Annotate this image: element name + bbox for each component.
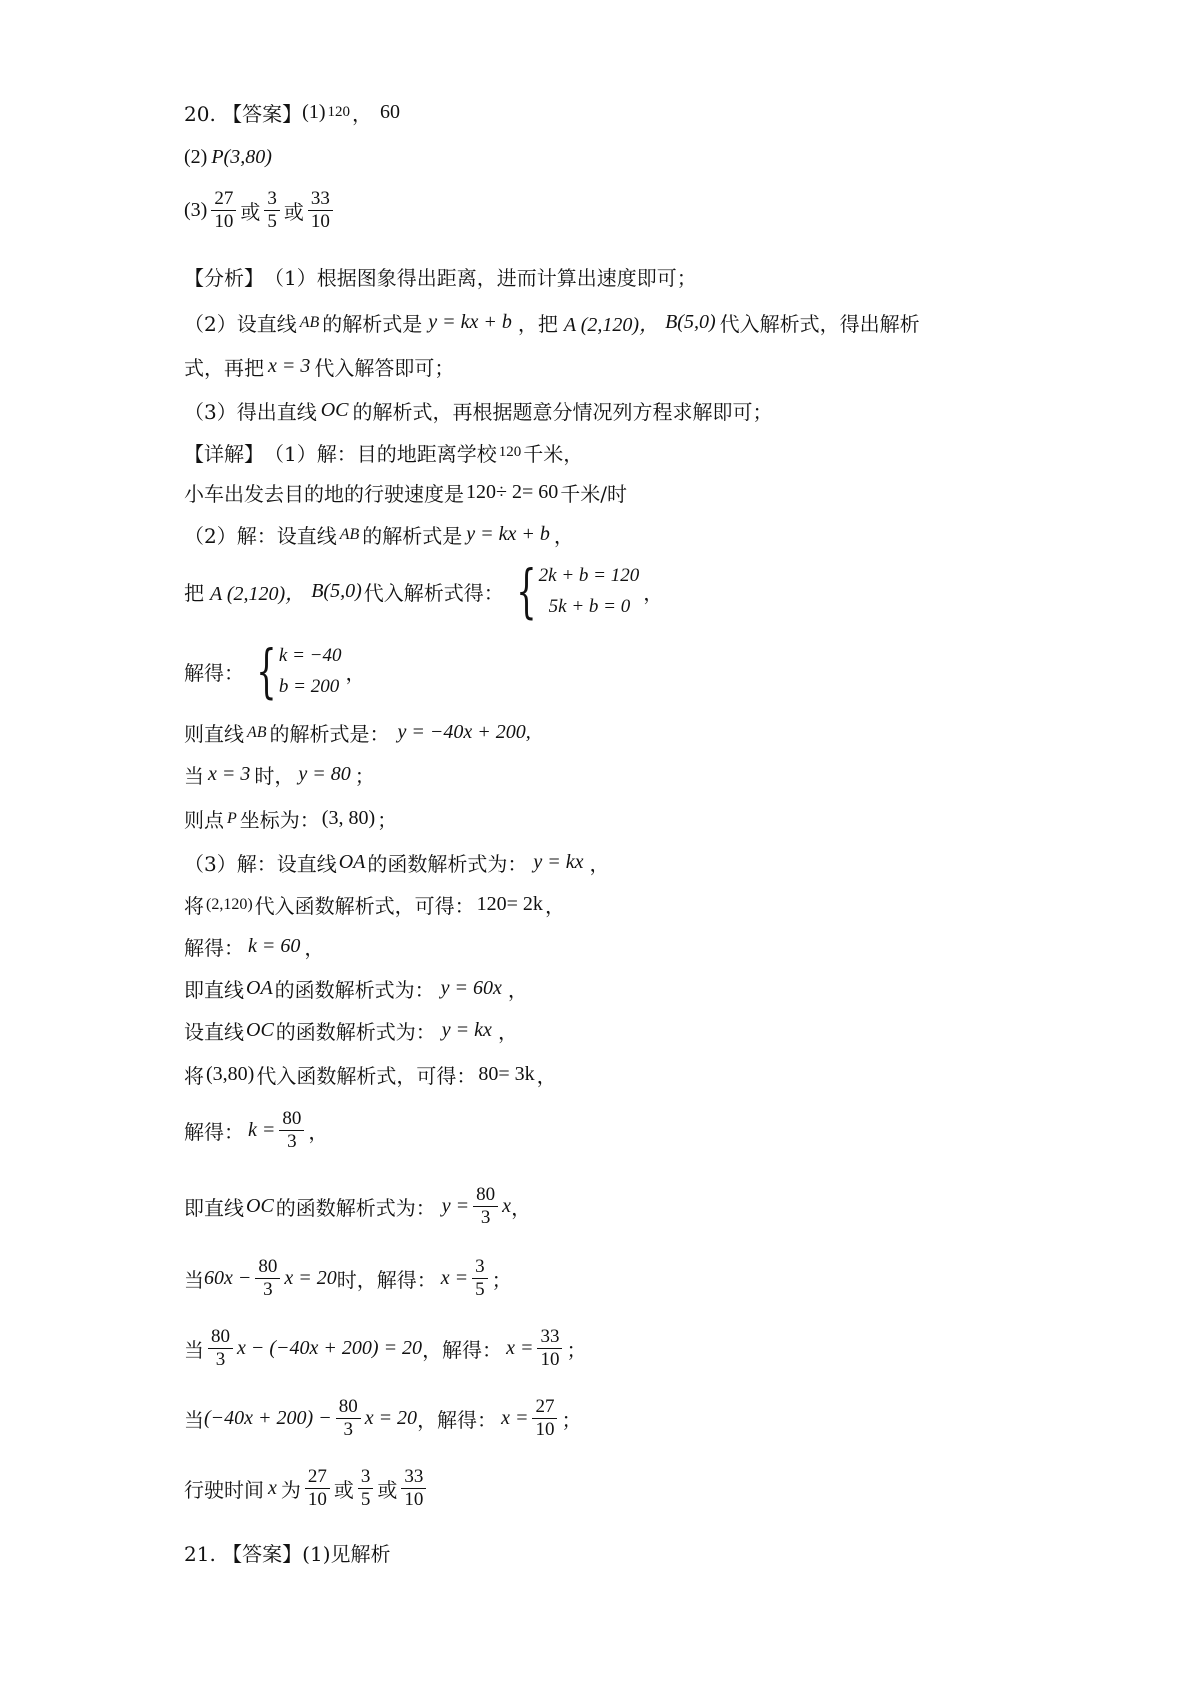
q20-detail-7: 当 x = 3 时， y = 80 ；: [184, 763, 375, 788]
q20-detail-12: 即直线 OA 的函数解析式为： y = 60x ，: [184, 977, 528, 1002]
fraction: $\frac{27}{10}$: [211, 188, 236, 233]
q20-part1-label: (1): [302, 101, 326, 123]
q20-part1-speed: 60: [380, 101, 400, 123]
fraction: $\frac{3}{5}$: [472, 1256, 488, 1301]
fraction: $\frac{33}{10}$: [537, 1326, 562, 1371]
fraction: $\frac{3}{5}$: [264, 188, 280, 233]
q20-detail-9: （3）解：设直线 OA 的函数解析式为： y = kx ，: [184, 851, 610, 876]
q20-detail-1: 【详解】 （1）解：目的地距离学校 120 千米，: [184, 438, 583, 467]
q20-detail-17: 当 60x − $\frac{80}{3}$ x = 20 时，解得： x = $\frac{3}{5}$ ；: [184, 1256, 512, 1300]
q20-detail-11: 解得： k = 60 ，: [184, 935, 325, 960]
q20-detail-19: 当 (−40x + 200) − $\frac{80}{3}$ x = 20 ，解得： x = $\frac{27}{10}$ ；: [184, 1396, 582, 1440]
q20-detail-6: 则直线 AB 的解析式是： y = −40x + 200,: [184, 721, 531, 746]
q21-part1: (1)见解析: [302, 1542, 391, 1566]
q20-detail-5: 解得： { k = −40 b = 200 ，: [184, 637, 366, 705]
fraction: $\frac{80}{3}$: [208, 1326, 233, 1371]
fraction: $\frac{80}{3}$: [255, 1256, 280, 1301]
fraction: $\frac{80}{3}$: [279, 1108, 304, 1153]
q20-detail-20: 行驶时间 x 为 $\frac{27}{10}$ 或 $\frac{3}{5}$ 或 $\frac{33}{10}$: [184, 1466, 430, 1511]
analysis-text: （1）根据图象得出距离，进而计算出速度即可；: [264, 266, 697, 290]
detail-head: 【详解】: [184, 442, 264, 466]
fraction: $\frac{27}{10}$: [305, 1466, 330, 1511]
q20-part2-point: P(3,80): [211, 146, 272, 168]
fraction: $\frac{80}{3}$: [336, 1396, 361, 1441]
q20-detail-18: 当 $\frac{80}{3}$ x − (−40x + 200) = 20 ，解得： x = $\frac{33}{10}$ ；: [184, 1326, 587, 1370]
q20-detail-3: （2）解：设直线 AB 的解析式是 y = kx + b ，: [184, 523, 574, 548]
or-word: 或: [240, 200, 261, 224]
fraction: $\frac{33}{10}$: [401, 1466, 426, 1511]
q20-analysis-2: （2）设直线 AB 的解析式是 y = kx + b ，把 A (2,120)， B(5,0) 代入解析式，得出解析: [184, 311, 920, 336]
q20-detail-10: 将 (2,120) 代入函数解析式，可得： 120= 2k ，: [184, 893, 565, 918]
q20-part2-label: (2): [184, 146, 208, 168]
fraction: $\frac{3}{5}$: [358, 1466, 374, 1511]
q21-answer-line: [184, 1538, 391, 1567]
q20-detail-14: 将 (3,80) 代入函数解析式，可得： 80= 3k ，: [184, 1063, 557, 1088]
q20-detail-8: 则点 P 坐标为： (3, 80) ；: [184, 807, 398, 832]
fraction: $\frac{80}{3}$: [473, 1184, 498, 1229]
fraction: $\frac{33}{10}$: [308, 188, 333, 233]
q20-analysis-2-cont: 式，再把 x = 3 代入解答即可；: [184, 355, 455, 380]
q20-part1-distance: 120: [327, 104, 350, 120]
fraction: $\frac{27}{10}$: [532, 1396, 557, 1441]
q20-detail-13: 设直线 OC 的函数解析式为： y = kx ，: [184, 1019, 518, 1044]
equation-system: { 2k + b = 120 5k + b = 0: [516, 557, 640, 625]
analysis-head: 【分析】: [184, 266, 264, 290]
q20-detail-16: 即直线 OC 的函数解析式为： y = $\frac{80}{3}$ x ，: [184, 1184, 532, 1228]
q20-answer-head: 20. 【答案】: [184, 102, 303, 126]
or-word: 或: [283, 200, 304, 224]
q20-analysis-3: （3）得出直线 OC 的解析式，再根据题意分情况列方程求解即可；: [184, 399, 773, 424]
q21-answer-head: 21. 【答案】: [184, 1542, 303, 1566]
q20-detail-4: 把 A (2,120)， B(5,0) 代入解析式得： { 2k + b = 120 5k + b = 0 ，: [184, 557, 664, 625]
q20-analysis-1: [184, 262, 697, 291]
q20-detail-2: 小车出发去目的地的行驶速度是 120÷ 2= 60 千米/时: [184, 481, 628, 506]
q20-answer-part2: [184, 146, 272, 169]
equation-system: { k = −40 b = 200: [256, 637, 342, 705]
q20-part3-label: (3): [184, 199, 208, 221]
q20-detail-15: 解得： k = $\frac{80}{3}$ ，: [184, 1108, 329, 1152]
q20-answer-part3: [184, 188, 337, 233]
q20-answer-line: 20. 【答案】 (1) 120 ， 60: [184, 98, 400, 127]
